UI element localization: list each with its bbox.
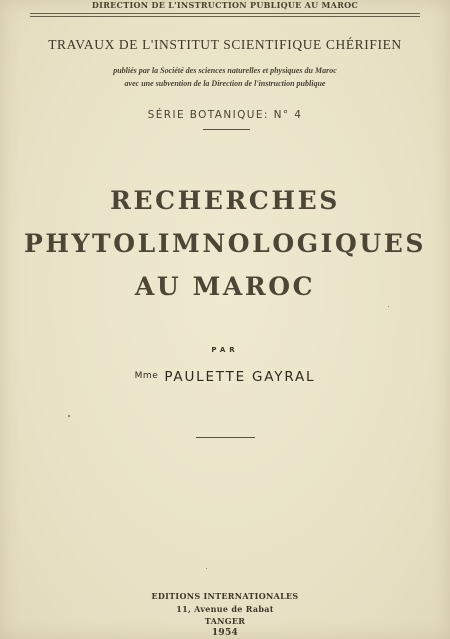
publisher-name: EDITIONS INTERNATIONALES [151,591,299,601]
paper-speck [388,306,389,307]
paper-speck [206,568,207,569]
author-name-line [0,369,450,385]
title-line-2: PHYTOLIMNOLOGIQUES [23,229,427,258]
ministry-header: DIRECTION DE L'INSTRUCTION PUBLIQUE AU MAROC [91,0,359,10]
series-institution: TRAVAUX DE L'INSTITUT SCIENTIFIQUE CHÉRIFIEN [48,37,402,52]
publisher-city: TANGER [204,616,246,626]
series-rule [203,129,250,130]
published-by-line-2: avec une subvention de la Direction de l'instruction publique [124,79,326,88]
publisher-address: 11, Avenue de Rabat [176,604,274,614]
by-label: PAR [211,346,239,354]
title-line-3: AU MAROC [134,272,316,301]
paper-speck [68,415,70,417]
published-by-line-1: publiés par la Société des sciences naturelles et physiques du Maroc [113,66,337,75]
author-rule [196,437,255,438]
title-line-1: RECHERCHES [110,186,340,215]
series-number: SÉRIE BOTANIQUE: N° 4 [147,109,303,121]
author-name: PAULETTE GAYRAL [164,369,316,385]
publication-year: 1954 [211,628,239,638]
author-prefix: Mme [134,371,159,381]
header-rule-bottom [30,16,420,17]
header-rule-top [30,13,420,14]
